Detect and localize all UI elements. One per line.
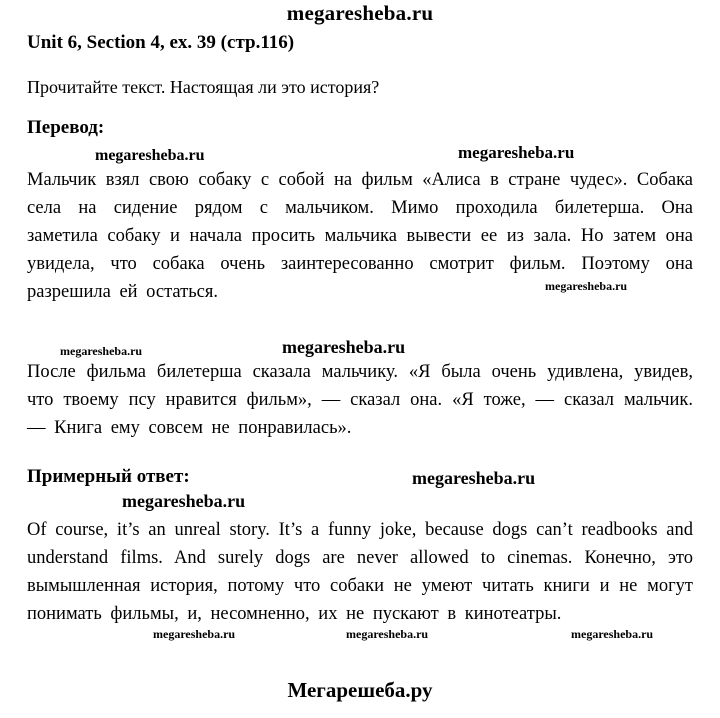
watermark: megaresheba.ru <box>545 279 628 293</box>
answer-paragraph: Of course, it’s an unreal story. It’s a funny joke, because dogs can’t readbooks and understand films. And surely dogs are never allowed to cinemas. Конечно, это вымышленная история, потому что собаки не умеют читать книги и не могут понимать фильмы, и, несомненно, их не пускают в кинотеатры. <box>27 520 693 624</box>
translation-paragraph-2: После фильма билетерша сказала мальчику. «Я была очень удивлена, увидев, что твоему псу нравится фильм», — сказал она. «Я тоже, — сказал мальчик. — Книга ему совсем не понравилась». <box>27 362 693 438</box>
watermark: megaresheba.ru <box>122 491 246 511</box>
watermark: megaresheba.ru <box>571 627 654 641</box>
translation-paragraph-1: Мальчик взял свою собаку с собой на фильм «Алиса в стране чудес». Собака села на сидение рядом с мальчиком. Мимо проходила билетерша. Она заметила собаку и начала просить мальчика вывести ее из зала. Но затем она увидела, что собака очень заинтересованно смотрит фильм. Поэтому она разрешила ей остаться. <box>27 170 693 302</box>
site-footer: Мегарешеба.ру <box>287 678 433 702</box>
translation-heading: Перевод: <box>27 117 105 138</box>
site-watermark-top: megaresheba.ru <box>286 1 434 25</box>
watermark: megaresheba.ru <box>95 147 205 164</box>
watermark: megaresheba.ru <box>458 143 575 162</box>
watermark: megaresheba.ru <box>412 468 536 488</box>
watermark: megaresheba.ru <box>153 627 236 641</box>
watermark: megaresheba.ru <box>282 337 406 357</box>
task-text: Прочитайте текст. Настоящая ли это история? <box>27 77 380 97</box>
exercise-title: Unit 6, Section 4, ex. 39 (стр.116) <box>27 32 295 53</box>
watermark: megaresheba.ru <box>60 344 143 358</box>
answer-heading: Примерный ответ: <box>27 466 190 487</box>
watermark: megaresheba.ru <box>346 627 429 641</box>
